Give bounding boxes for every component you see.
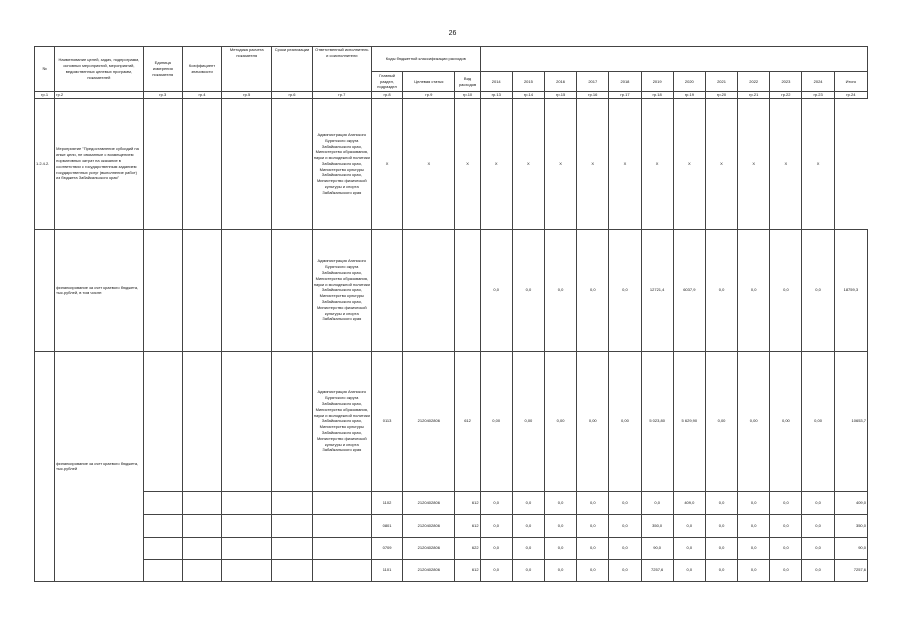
- value-cell: 0,0: [705, 537, 737, 559]
- value-cell: 0,0: [705, 491, 737, 514]
- value-cell: 7257,6: [641, 559, 673, 581]
- header-year: 2020: [673, 72, 705, 92]
- value-cell: 6037,9: [673, 229, 705, 351]
- page-number: 26: [448, 30, 457, 37]
- value-cell: Х: [738, 98, 770, 229]
- header-num: №: [35, 47, 55, 92]
- value-cell: 0,0: [770, 537, 802, 559]
- value-cell: Х: [371, 98, 402, 229]
- value-cell: 0,0: [544, 537, 576, 559]
- value-cell: 0,0: [480, 559, 512, 581]
- value-cell: 0,0: [770, 229, 802, 351]
- value-cell: 7257,6: [834, 559, 867, 581]
- col-num: гр.8: [371, 92, 402, 99]
- article-cell: 2120402806: [403, 351, 455, 491]
- value-cell: 0,0: [544, 491, 576, 514]
- header-method: Методика расчета показателя: [222, 47, 272, 92]
- value-cell: 0,0: [480, 229, 512, 351]
- value-cell: 0,00: [512, 351, 544, 491]
- value-cell: 0,0: [609, 559, 641, 581]
- header-term: Сроки реализации: [272, 47, 312, 92]
- value-cell: 0,0: [609, 537, 641, 559]
- value-cell: 0,0: [673, 514, 705, 537]
- value-cell: Х: [403, 98, 455, 229]
- col-num: гр.6: [272, 92, 312, 99]
- value-cell: 0,0: [770, 559, 802, 581]
- expense-cell: 612: [455, 491, 480, 514]
- value-cell: 0,0: [738, 514, 770, 537]
- value-cell: 409,0: [673, 491, 705, 514]
- col-num: гр.2: [55, 92, 144, 99]
- col-num: гр.10: [455, 92, 480, 99]
- value-cell: 0,0: [577, 537, 609, 559]
- value-cell: 0,0: [577, 559, 609, 581]
- value-cell: Х: [673, 98, 705, 229]
- value-cell: 90,0: [834, 537, 867, 559]
- value-cell: 0,0: [512, 514, 544, 537]
- value-cell: 0,00: [738, 351, 770, 491]
- header-year: 2016: [544, 72, 576, 92]
- col-num: гр.1: [35, 92, 55, 99]
- value-cell: Х: [609, 98, 641, 229]
- value-cell: 0,00: [480, 351, 512, 491]
- budget-table: [34, 46, 868, 582]
- article-cell: 2120402806: [403, 559, 455, 581]
- col-num: гр.4: [182, 92, 221, 99]
- header-year: 2023: [770, 72, 802, 92]
- col-num: гр.17: [609, 92, 641, 99]
- table-row: [35, 537, 868, 559]
- header-name: Наименование целей, задач, подпрограмм, основных мероприятий, мероприятий, ведомственных целевых программ, показателей: [55, 47, 144, 92]
- col-num: гр.21: [738, 92, 770, 99]
- value-cell: 0,00: [544, 351, 576, 491]
- value-cell: 0,00: [577, 351, 609, 491]
- value-cell: 0,0: [480, 537, 512, 559]
- chapter-cell: 1101: [371, 559, 402, 581]
- table-row: [35, 98, 868, 229]
- col-num: гр.9: [403, 92, 455, 99]
- value-cell: 0,0: [577, 491, 609, 514]
- header-row-1: [35, 47, 868, 72]
- value-cell: 0,0: [738, 229, 770, 351]
- table-row: [35, 491, 868, 514]
- header-executor: Ответственный исполнитель и соисполнители: [312, 47, 371, 92]
- value-cell: Х: [577, 98, 609, 229]
- value-cell: 90,0: [641, 537, 673, 559]
- header-unit: Единица измерения показателя: [143, 47, 182, 92]
- value-cell: 0,0: [577, 229, 609, 351]
- value-cell: 0,0: [577, 514, 609, 537]
- col-num: гр.5: [222, 92, 272, 99]
- chapter-cell: 0801: [371, 514, 402, 537]
- value-cell: Х: [455, 98, 480, 229]
- value-cell: 0,00: [802, 351, 834, 491]
- table-row: [35, 351, 868, 491]
- value-cell: 0,0: [802, 491, 834, 514]
- value-cell: Х: [770, 98, 802, 229]
- value-cell: 0,0: [738, 559, 770, 581]
- value-cell: 10653,7: [834, 351, 867, 491]
- col-num: гр.23: [802, 92, 834, 99]
- value-cell: 0,0: [512, 559, 544, 581]
- value-cell: 0,0: [770, 491, 802, 514]
- col-num: гр.15: [544, 92, 576, 99]
- value-cell: 0,0: [802, 537, 834, 559]
- article-cell: 2120402806: [403, 491, 455, 514]
- value-cell: 0,0: [544, 229, 576, 351]
- col-num: гр.19: [673, 92, 705, 99]
- chapter-cell: 0709: [371, 537, 402, 559]
- value-cell: 0,0: [609, 491, 641, 514]
- header-total: Итого: [834, 72, 867, 92]
- table-row: [35, 559, 868, 581]
- header-year: 2019: [641, 72, 673, 92]
- value-cell: 5 629,90: [673, 351, 705, 491]
- table-row: [35, 229, 868, 351]
- executor-cell: Администрация Агинского Бурятского округа Забайкальского края, Министерство образования, науки и молодежной политики Забайкальского края, Министерство культуры Забайкальского края, Министерство физической культуры и спорта Забайкальского края: [312, 229, 371, 351]
- col-num: гр.22: [770, 92, 802, 99]
- value-cell: 0,0: [480, 491, 512, 514]
- header-year: 2022: [738, 72, 770, 92]
- value-cell: 0,0: [673, 537, 705, 559]
- value-cell: Х: [480, 98, 512, 229]
- value-cell: 0,0: [609, 229, 641, 351]
- table-row: [35, 514, 868, 537]
- value-cell: 0,0: [512, 491, 544, 514]
- article-cell: 2120402806: [403, 537, 455, 559]
- executor-cell: Администрация Агинского Бурятского округа Забайкальского края, Министерство образования, науки и молодежной политики Забайкальского края, Министерство культуры Забайкальского края, Министерство физической культуры и спорта Забайкальского края: [312, 351, 371, 491]
- value-cell: Х: [544, 98, 576, 229]
- expense-cell: 612: [455, 559, 480, 581]
- header-expense: Вид расходов: [455, 72, 480, 92]
- financing-label: финансирование за счет краевого бюджета, тыс.рублей: [55, 351, 144, 581]
- chapter-cell: 1102: [371, 491, 402, 514]
- measure-name: Мероприятие "Предоставление субсидий на иные цели, не связанные с возмещением нормативных затрат на оказание в соответствии с государственным заданием государственных услуг (выполнение работ) из бюджета Забайкальского края": [55, 98, 144, 229]
- article-cell: 2120402806: [403, 514, 455, 537]
- value-cell: 0,00: [770, 351, 802, 491]
- value-cell: 0,0: [738, 491, 770, 514]
- value-cell: 0,0: [641, 491, 673, 514]
- col-num: гр.7: [312, 92, 371, 99]
- col-num: гр.16: [577, 92, 609, 99]
- value-cell: 0,0: [512, 537, 544, 559]
- header-year: 2024: [802, 72, 834, 92]
- value-cell: 0,0: [705, 514, 737, 537]
- value-cell: 0,0: [705, 229, 737, 351]
- value-cell: 5 023,80: [641, 351, 673, 491]
- header-article: Целевая статья: [403, 72, 455, 92]
- header-year: 2021: [705, 72, 737, 92]
- chapter-cell: 0113: [371, 351, 402, 491]
- header-year: 2018: [609, 72, 641, 92]
- value-cell: 0,00: [705, 351, 737, 491]
- col-num: гр.13: [480, 92, 512, 99]
- value-cell: 409,0: [834, 491, 867, 514]
- col-num: гр.24: [834, 92, 867, 99]
- value-cell: 350,0: [641, 514, 673, 537]
- value-cell: 0,0: [673, 559, 705, 581]
- header-year: 2017: [577, 72, 609, 92]
- value-cell: 0,0: [705, 559, 737, 581]
- column-numbers-row: [35, 92, 868, 99]
- value-cell: Х: [705, 98, 737, 229]
- value-cell: 0,0: [770, 514, 802, 537]
- header-coef: Коэффициент значимости: [182, 47, 221, 92]
- value-cell: 0,0: [544, 514, 576, 537]
- header-year: 2014: [480, 72, 512, 92]
- expense-cell: 612: [455, 514, 480, 537]
- col-num: гр.18: [641, 92, 673, 99]
- col-num: гр.14: [512, 92, 544, 99]
- value-cell: 0,0: [802, 514, 834, 537]
- value-cell: 0,0: [802, 559, 834, 581]
- expense-cell: 622: [455, 537, 480, 559]
- header-empty: [480, 47, 867, 72]
- value-cell: 0,0: [512, 229, 544, 351]
- value-cell: 0,00: [609, 351, 641, 491]
- value-cell: 0,0: [544, 559, 576, 581]
- executor-cell: Администрация Агинского Бурятского округа Забайкальского края, Министерство образования, науки и молодежной политики Забайкальского края, Министерство культуры Забайкальского края, Министерство физической культуры и спорта Забайкальского края: [312, 98, 371, 229]
- row-number: 1.2.4.2.: [35, 98, 55, 229]
- header-codes: Коды бюджетной классификации расходов: [371, 47, 480, 72]
- col-num: гр.3: [143, 92, 182, 99]
- value-cell: 0,0: [738, 537, 770, 559]
- value-cell: 0,0: [609, 514, 641, 537]
- value-cell: Х: [802, 98, 834, 229]
- value-cell: Х: [641, 98, 673, 229]
- value-cell: 350,0: [834, 514, 867, 537]
- col-num: гр.20: [705, 92, 737, 99]
- value-cell: Х: [512, 98, 544, 229]
- value-cell: 0,0: [802, 229, 834, 351]
- expense-cell: 612: [455, 351, 480, 491]
- value-cell: 12721,4: [641, 229, 673, 351]
- header-chapter: Главный раздел, подраздел: [371, 72, 402, 92]
- header-year: 2015: [512, 72, 544, 92]
- value-cell: 0,0: [480, 514, 512, 537]
- value-cell: 18759,3: [834, 229, 867, 351]
- financing-label: финансирование за счет краевого бюджета, тыс.рублей, в том числе:: [55, 229, 144, 351]
